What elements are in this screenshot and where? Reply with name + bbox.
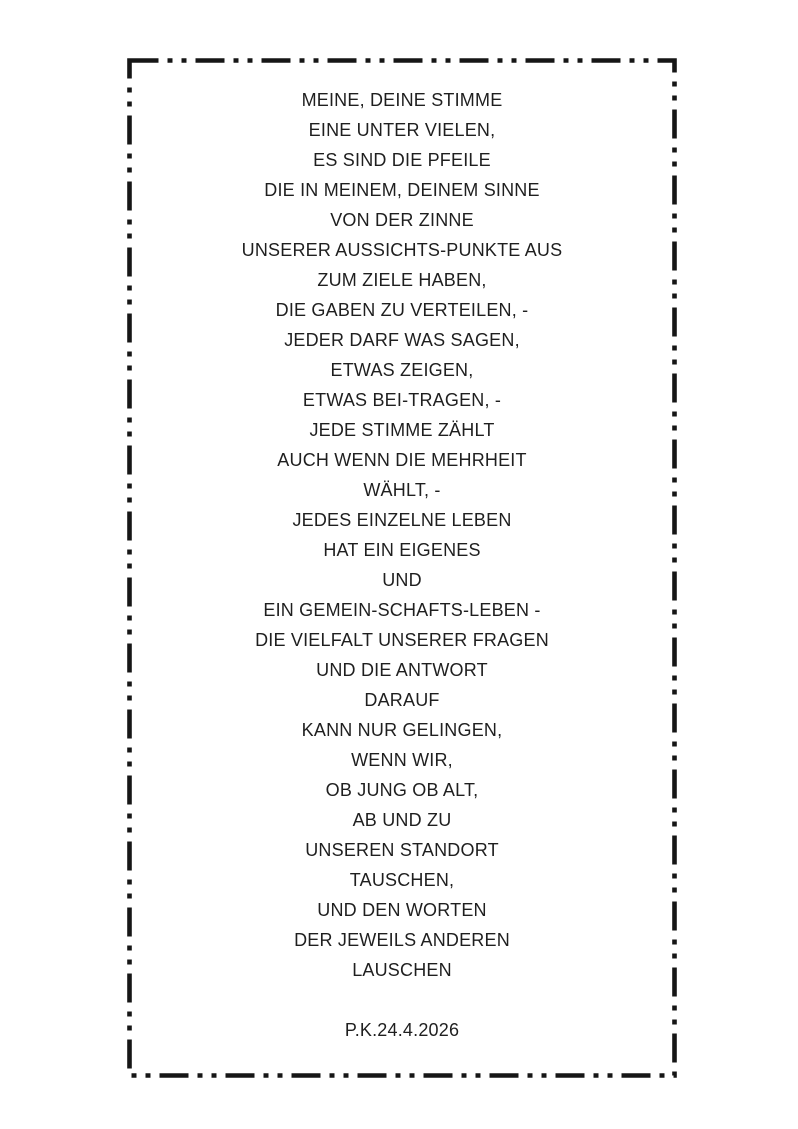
poem-line: MEINE, DEINE STIMME (301, 90, 503, 110)
poem-line: AUCH WENN DIE MEHRHEIT (277, 450, 527, 470)
poem-line: VON DER ZINNE (330, 210, 474, 230)
poem-line: DIE GABEN ZU VERTEILEN, - (275, 300, 529, 320)
poem-line: DIE IN MEINEM, DEINEM SINNE (264, 180, 540, 200)
poem-line: ES SIND DIE PFEILE (313, 150, 491, 170)
poem-line: DARAUF (364, 690, 440, 710)
poem-line: DIE VIELFALT UNSERER FRAGEN (255, 630, 549, 650)
poem-line: UND DIE ANTWORT (316, 660, 488, 680)
poem-line: ETWAS ZEIGEN, (330, 360, 474, 380)
poem-line: JEDE STIMME ZÄHLT (309, 420, 495, 440)
poem-frame (127, 58, 677, 1078)
poem-line: EIN GEMEIN-SCHAFTS-LEBEN - (263, 600, 541, 620)
poem-line: TAUSCHEN, (349, 870, 455, 890)
signature: P.K.24.4.2026 (344, 1020, 460, 1040)
poem-line: EINE UNTER VIELEN, (308, 120, 496, 140)
poem-line: OB JUNG OB ALT, (325, 780, 479, 800)
poem-line: ZUM ZIELE HABEN, (317, 270, 487, 290)
poem-line: DER JEWEILS ANDEREN (294, 930, 510, 950)
poem-line: UNSEREN STANDORT (305, 840, 499, 860)
poem-line: AB UND ZU (352, 810, 452, 830)
poem-line: ETWAS BEI-TRAGEN, - (302, 390, 502, 410)
poem-line: WENN WIR, (351, 750, 453, 770)
poem-line: LAUSCHEN (352, 960, 452, 980)
poem-line: HAT EIN EIGENES (323, 540, 481, 560)
poem-line: UND DEN WORTEN (317, 900, 487, 920)
poem-line: UNSERER AUSSICHTS-PUNKTE AUS (241, 240, 563, 260)
poem-line: JEDER DARF WAS SAGEN, (284, 330, 520, 350)
poem-lines (127, 85, 677, 985)
poem-line: KANN NUR GELINGEN, (301, 720, 503, 740)
poem-line: WÄHLT, - (363, 480, 441, 500)
poem-text (127, 85, 677, 1045)
poem-line: UND (382, 570, 422, 590)
poem-line: JEDES EINZELNE LEBEN (292, 510, 512, 530)
